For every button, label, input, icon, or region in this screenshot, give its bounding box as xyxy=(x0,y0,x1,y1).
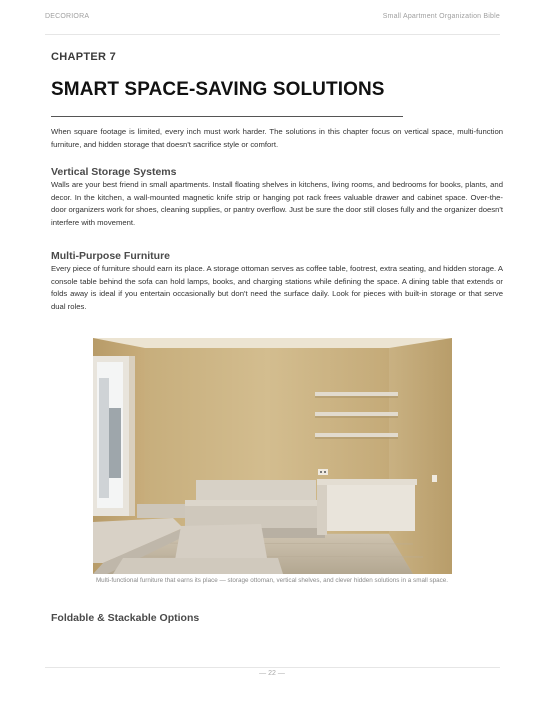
section-heading-multi-purpose: Multi-Purpose Furniture xyxy=(51,250,170,262)
running-header xyxy=(45,13,500,35)
title-divider xyxy=(51,116,403,117)
brand-name: DECORIORA xyxy=(45,13,90,20)
intro-paragraph: When square footage is limited, every inch must work harder. The solutions in this chapter focus on vertical space, multi-function furniture, and hidden storage that doesn't sacrifice style or comfort. xyxy=(51,127,503,149)
section-heading-vertical-storage: Vertical Storage Systems xyxy=(51,166,177,178)
footer-divider xyxy=(45,667,500,668)
section-body-vertical-storage: Walls are your best friend in small apartments. Install floating shelves in kitchens, living rooms, and bedrooms for books, plants, and decor. In the kitchen, a wall-mounted magnetic knife strip or hanging pot rack frees valuable drawer and cabinet space. Over-the-door organizers work for shoes, cleaning supplies, or pantry overflow. Just be sure the door still closes fully and the organizer doesn't interfere with movement. xyxy=(51,180,503,227)
room-photo xyxy=(93,338,452,574)
chapter-title: SMART SPACE-SAVING SOLUTIONS xyxy=(51,79,385,100)
figure-caption: Multi-functional furniture that earns its place — storage ottoman, vertical shelves, and clever hidden solutions in a small space. xyxy=(95,577,449,584)
book-title: Small Apartment Organization Bible xyxy=(382,13,500,20)
section-heading-foldable: Foldable & Stackable Options xyxy=(51,612,200,624)
section-body-multi-purpose: Every piece of furniture should earn its place. A storage ottoman serves as coffee table, footrest, extra seating, and hidden storage. A console table behind the sofa can hold lamps, books, and charging stations while defining the space. A dining table that extends or folds away is ideal if you entertain occasionally but don't need the surface daily. Look for pieces with built-in storage or that serve dual roles. xyxy=(51,264,503,311)
chapter-label: CHAPTER 7 xyxy=(51,51,117,63)
page-number: — 22 — xyxy=(259,670,285,677)
